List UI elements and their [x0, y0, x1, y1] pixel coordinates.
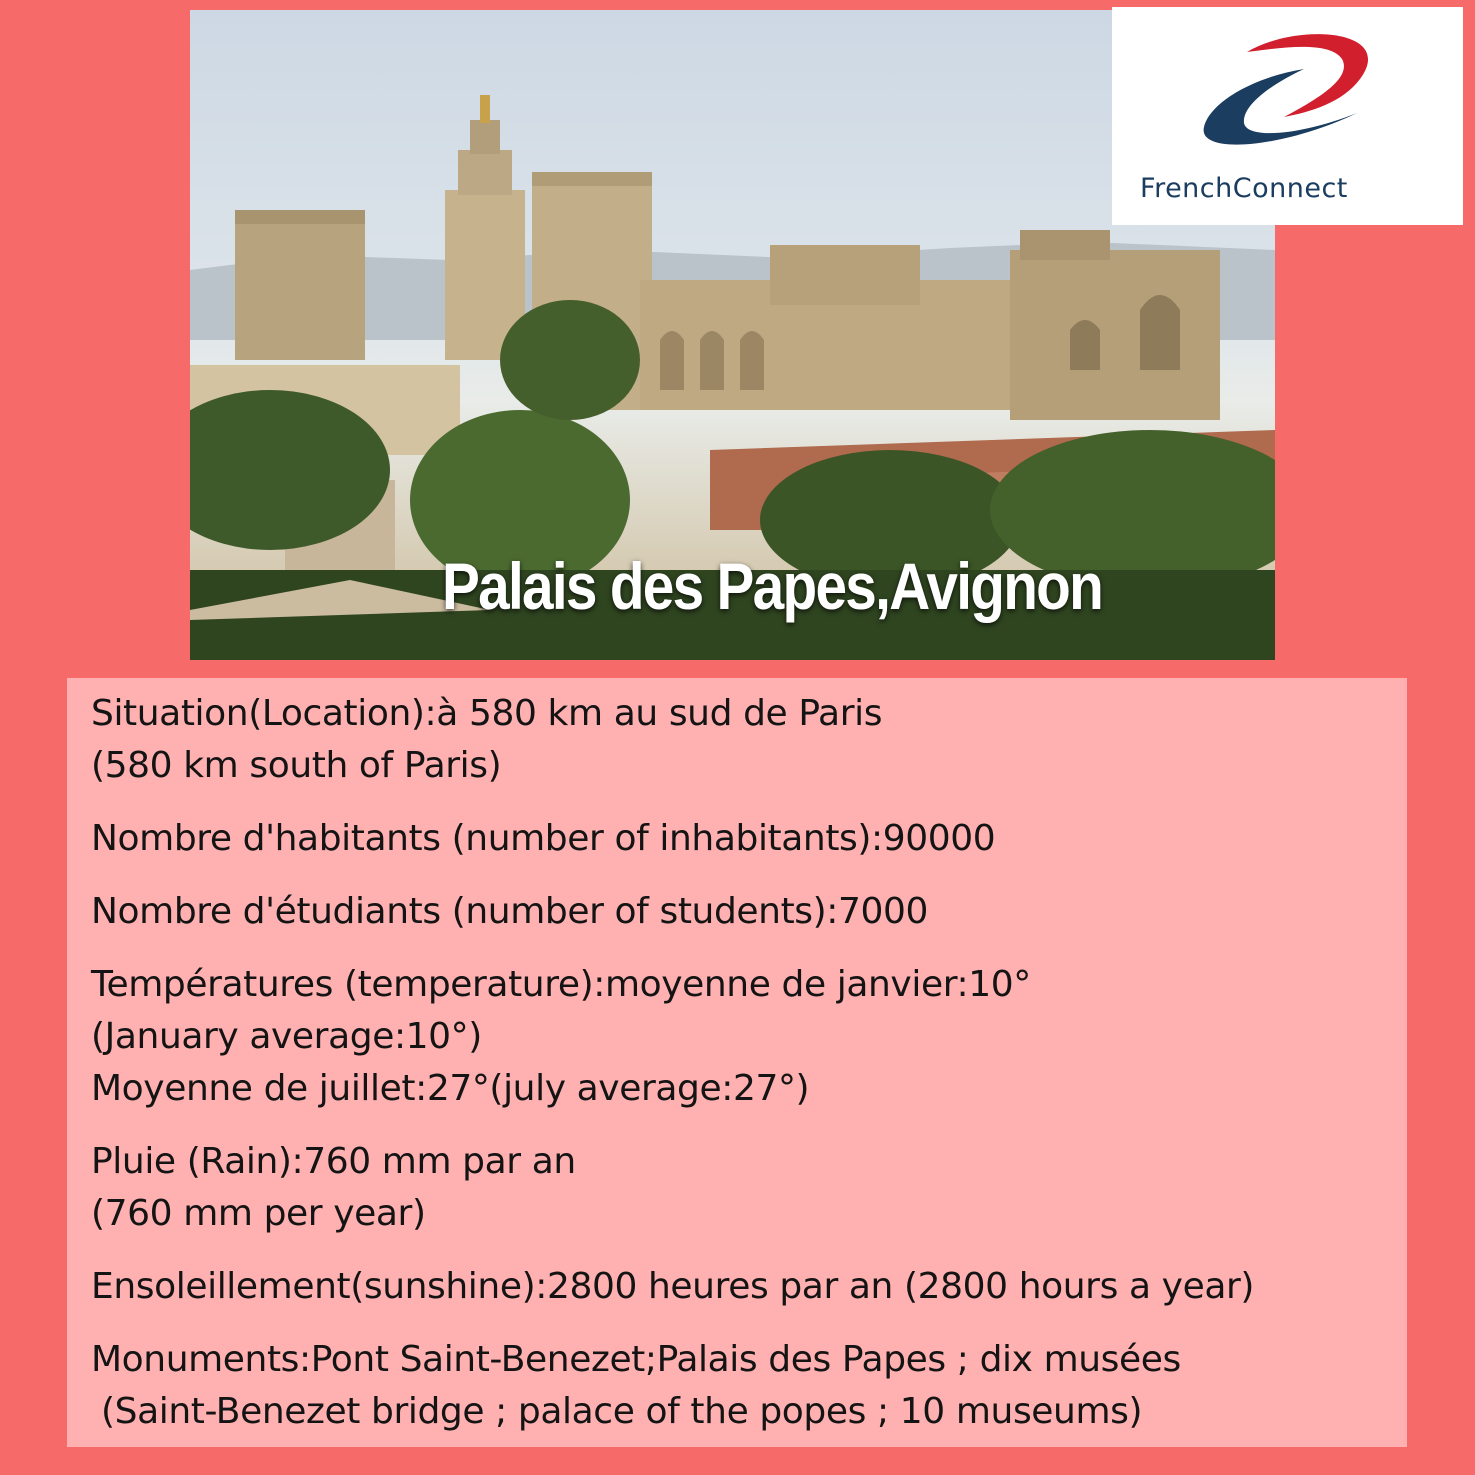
monuments-line-fr: Monuments:Pont Saint-Benezet;Palais des Papes ; dix musées	[91, 1339, 1181, 1380]
monuments-info	[91, 1334, 1383, 1438]
logo-brand-text: FrenchConnect	[1140, 173, 1348, 204]
location-line-fr: Situation(Location):à 580 km au sud de Paris	[91, 693, 883, 734]
inhabitants-line: Nombre d'habitants (number of inhabitants):90000	[91, 818, 996, 859]
temperature-info	[91, 959, 1383, 1115]
inhabitants-info	[91, 813, 1383, 865]
students-info	[91, 886, 1383, 938]
students-line: Nombre d'étudiants (number of students):7000	[91, 891, 929, 932]
photo-caption: Palais des Papes,Avignon	[442, 549, 1103, 623]
sunshine-info	[91, 1261, 1383, 1313]
frenchconnect-logo	[1112, 7, 1463, 225]
rain-line-fr: Pluie (Rain):760 mm par an	[91, 1141, 576, 1182]
location-line-en: (580 km south of Paris)	[91, 745, 502, 786]
city-info-panel	[67, 678, 1407, 1447]
temperature-line-1: Températures (temperature):moyenne de janvier:10°	[91, 964, 1031, 1005]
rain-info	[91, 1136, 1383, 1240]
temperature-line-3: Moyenne de juillet:27°(july average:27°)	[91, 1068, 810, 1109]
monuments-line-en: (Saint-Benezet bridge ; palace of the popes ; 10 museums)	[101, 1391, 1143, 1432]
sunshine-line: Ensoleillement(sunshine):2800 heures par an (2800 hours a year)	[91, 1266, 1255, 1307]
location-info	[91, 688, 1383, 792]
rain-line-en: (760 mm per year)	[91, 1193, 426, 1234]
swoosh-logo-icon	[1192, 27, 1392, 167]
temperature-line-2: (January average:10°)	[91, 1016, 482, 1057]
